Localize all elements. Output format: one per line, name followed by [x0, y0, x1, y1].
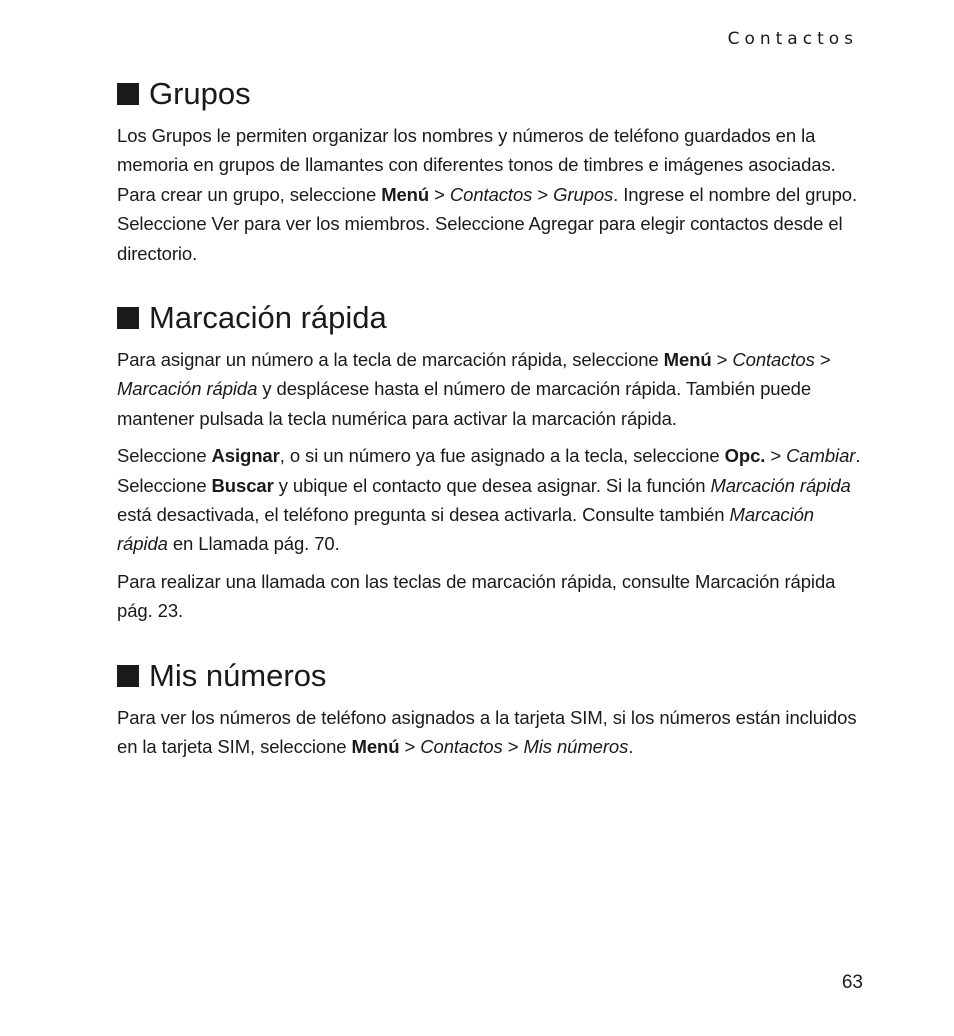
- contactos-term: Contactos: [732, 349, 815, 371]
- buscar-term: Buscar: [211, 474, 274, 496]
- opc-term: Opc.: [724, 445, 766, 467]
- section-title-mis-numeros: [117, 656, 862, 696]
- paragraph-mis-numeros: Para ver los números de teléfono asignados a la tarjeta SIM, si los números están incluidos en la tarjeta SIM, seleccione Menú > Contactos > Mis números.: [117, 706, 857, 758]
- paragraph-marcacion-3: Para realizar una llamada con las teclas de marcación rápida, consulte Marcación rápida pág. 23.: [117, 570, 836, 622]
- marcacion-term: Marcación rápida: [710, 474, 851, 496]
- menu-term: Menú: [381, 183, 430, 205]
- contactos-term: Contactos: [449, 183, 533, 205]
- running-header: Contactos: [727, 29, 858, 49]
- page-number: 63: [841, 972, 863, 993]
- paragraph-marcacion-1: Para asignar un número a la tecla de marcación rápida, seleccione Menú > Contactos > Marcación rápida y desplácese hasta el número de marcación rápida. También puede mantener pulsada la tecla numérica para activar la marcación rápida.: [117, 349, 831, 429]
- marcacion-term: Marcación rápida: [117, 504, 814, 555]
- square-bullet-icon: [117, 665, 139, 687]
- contactos-term: Contactos: [420, 736, 503, 758]
- menu-term: Menú: [351, 736, 400, 758]
- section-marcacion-rapida: [117, 298, 862, 626]
- marcacion-term: Marcación rápida: [117, 378, 258, 400]
- section-title-text: Grupos: [149, 76, 251, 111]
- section-grupos: [117, 74, 862, 268]
- section-title-text: Marcación rápida: [149, 300, 387, 336]
- grupos-term: Grupos: [553, 183, 614, 205]
- square-bullet-icon: [117, 83, 139, 105]
- paragraph-marcacion-2: Seleccione Asignar, o si un número ya fue asignado a la tecla, seleccione Opc. > Cambiar. Seleccione Buscar y ubique el contacto que desea asignar. Si la función Marcación rápida está desactivada, el teléfono pregunta si desea activarla. Consulte también Marcación rápida en Llamada pág. 70.: [117, 445, 861, 555]
- section-title-marcacion: [117, 298, 862, 338]
- menu-term: Menú: [663, 349, 712, 371]
- paragraph-grupos: Los Grupos le permiten organizar los nombres y números de teléfono guardados en la memoria en grupos de llamantes con diferentes tonos de timbres e imágenes asociadas. Para crear un grupo, seleccione Menú > Contactos > Grupos. Ingrese el nombre del grupo. Seleccione Ver para ver los miembros. Seleccione Agregar para elegir contactos desde el directorio.: [117, 125, 857, 264]
- section-mis-numeros: [117, 656, 862, 762]
- mis-numeros-term: Mis números: [523, 736, 629, 758]
- section-title-grupos: [117, 74, 862, 114]
- section-title-text: Mis números: [149, 657, 327, 693]
- page-content: [117, 74, 862, 770]
- square-bullet-icon: [117, 307, 139, 329]
- asignar-term: Asignar: [211, 445, 280, 467]
- cambiar-term: Cambiar: [786, 445, 856, 467]
